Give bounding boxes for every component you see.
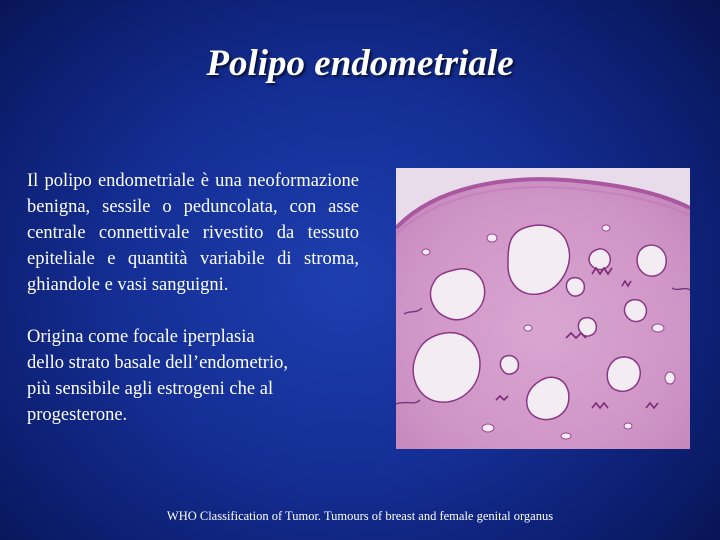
origin-line: Origina come focale iperplasia [27, 327, 255, 347]
paragraph-definition: Il polipo endometriale è una neoformazione benigna, sessile o peduncolata, con asse centrale connettivale rivestito da tessuto epiteliale e quantità variabile di stroma, ghiandole e vasi sanguigni. [27, 171, 359, 295]
origin-line: progesterone. [27, 405, 128, 425]
origin-line: più sensibile agli estrogeni che al [27, 379, 274, 399]
paragraph-origin [27, 324, 357, 428]
footer-citation: WHO Classification of Tumor. Tumours of breast and female genital organus [166, 509, 554, 523]
histology-micrograph-icon [396, 168, 690, 449]
body-text [27, 168, 359, 428]
origin-line: dello strato basale dell’endometrio, [27, 353, 288, 373]
slide-title: Polipo endometriale [206, 43, 514, 84]
histology-image [396, 168, 690, 449]
